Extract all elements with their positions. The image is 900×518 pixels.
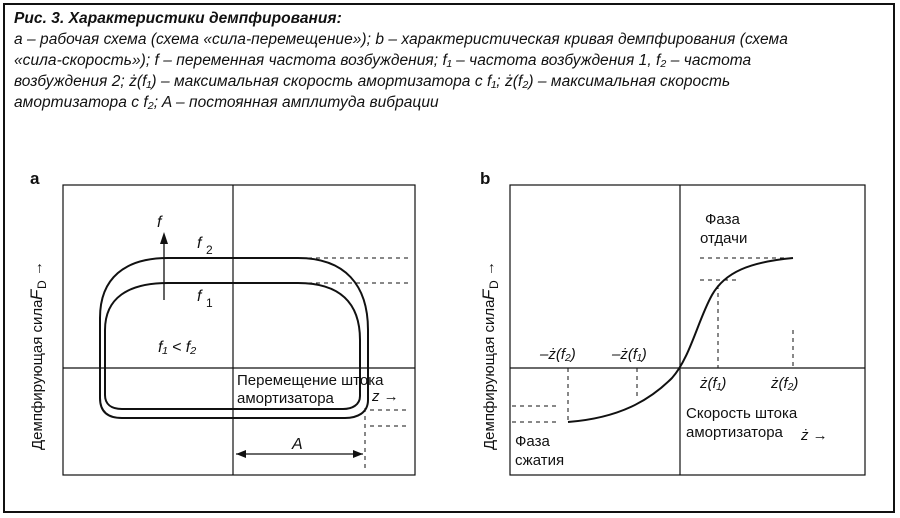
amplitude-arrow-left [236, 450, 246, 458]
panel-a [27, 169, 415, 475]
f2-sub: 2 [206, 243, 213, 257]
caption-line: a – рабочая схема (схема «сила-перемещение»); b – характеристическая кривая демпфирования (схема [14, 31, 788, 48]
pos-velocity-f2: ż(f₂) [771, 375, 799, 392]
panel-a-x-label-line1: Перемещение штока [237, 372, 384, 389]
panel-a-y-symbol: F [27, 289, 46, 300]
panel-a-y-label-text: Демпфирующая сила [29, 299, 46, 450]
caption-line: амортизатора с f₂; A – постоянная амплитуда вибрации [14, 94, 439, 111]
panel-b [479, 169, 865, 475]
neg-velocity-f2: –ż(f₂) [540, 346, 576, 363]
panel-b-y-label-text: Демпфирующая сила [481, 299, 498, 450]
panel-b-y-symbol: F [479, 289, 498, 300]
inequality-label: f₁ < f₂ [158, 339, 197, 356]
rebound-phase-line2: отдачи [700, 230, 748, 247]
panel-b-x-label-line2: амортизатора [686, 424, 783, 441]
compression-phase-line1: Фаза [515, 433, 550, 450]
panel-b-y-subscript: D [487, 280, 501, 289]
caption-line: возбуждения 2; ż(f₁) – максимальная скорость амортизатора с f₁; ż(f₂) – максимальная скорость [14, 73, 731, 90]
panel-a-y-subscript: D [35, 280, 49, 289]
panel-b-y-arrow: → [481, 261, 498, 276]
caption-line: «сила-скорость»); f – переменная частота возбуждения; f₁ – частота возбуждения 1, f₂ – частота [14, 52, 752, 69]
frequency-arrow-head [160, 232, 168, 244]
panel-b-y-axis-label [479, 261, 501, 450]
amplitude-label: A [292, 436, 303, 453]
f1-sub: 1 [206, 296, 213, 310]
pos-velocity-f1: ż(f₁) [700, 375, 727, 392]
panel-a-y-axis-label [27, 261, 49, 450]
amplitude-arrow-right [353, 450, 363, 458]
neg-velocity-f1: –ż(f₁) [612, 346, 647, 363]
frequency-label: f [157, 214, 162, 231]
rebound-phase-line1: Фаза [705, 211, 740, 228]
panel-a-label: a [30, 169, 40, 188]
panel-b-x-label-line1: Скорость штока [686, 405, 798, 422]
panel-a-box [63, 185, 415, 475]
caption-title: Рис. 3. Характеристики демпфирования: [14, 10, 342, 27]
panel-b-label: b [480, 169, 491, 188]
panel-b-x-symbol: ż → [801, 427, 828, 444]
panel-a-x-label-line2: амортизатора [237, 390, 334, 407]
panel-a-x-symbol: z → [372, 388, 399, 405]
f2-label: f [197, 235, 202, 252]
panel-a-y-arrow: → [29, 261, 46, 276]
compression-phase-line2: сжатия [515, 452, 565, 469]
f1-label: f [197, 288, 202, 305]
